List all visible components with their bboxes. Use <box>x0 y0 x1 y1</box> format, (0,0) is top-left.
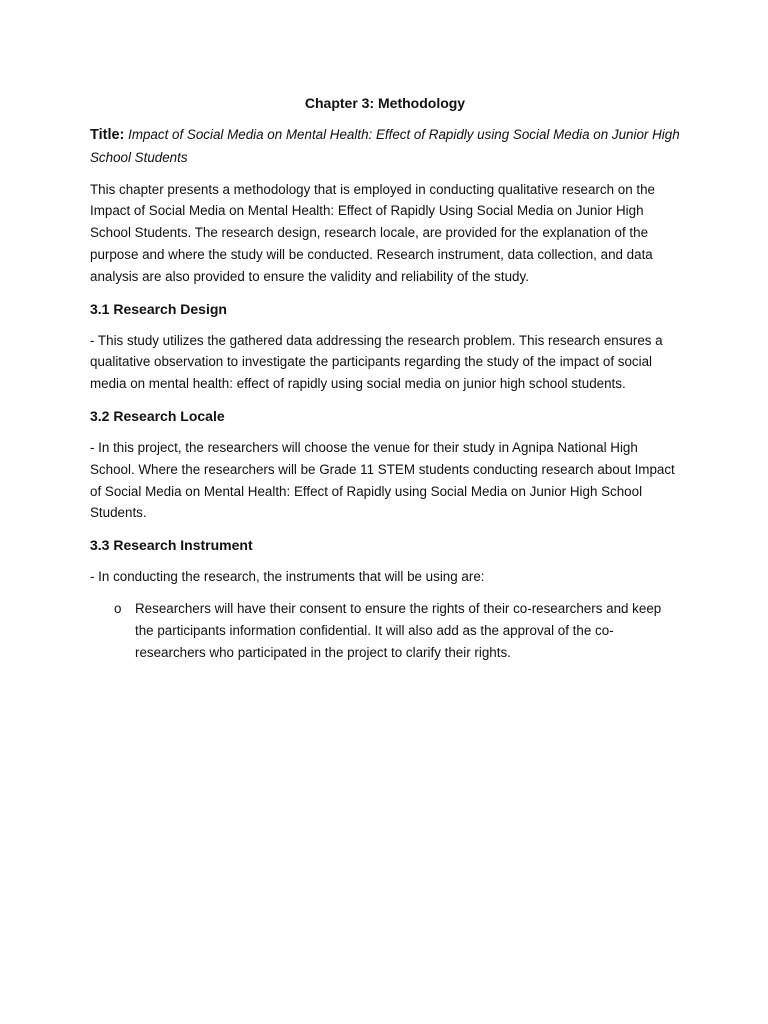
list-item <box>90 598 680 663</box>
section-heading-research-instrument: 3.3 Research Instrument <box>90 537 253 554</box>
section-body-research-locale: - In this project, the researchers will choose the venue for their study in Agnipa National High School. Where the researchers will be Grade 11 STEM students conducting research about Impact of Social Media on Mental Health: Effect of Rapidly using Social Media on Junior High School Students. <box>90 439 675 521</box>
chapter-title: Chapter 3: Methodology <box>304 95 466 111</box>
document-content <box>90 92 680 663</box>
instrument-bullet-list <box>90 598 680 663</box>
intro-paragraph: This chapter presents a methodology that is employed in conducting qualitative research on the Impact of Social Media on Mental Health: Effect of Rapidly Using Social Media on Junior High School Students. The research design, research locale, are provided for the explanation of the purpose and where the study will be conducted. Research instrument, data collection, and data analysis are also provided to ensure the validity and reliability of the study. <box>90 181 655 284</box>
section-heading-research-locale: 3.2 Research Locale <box>90 407 225 424</box>
section-heading-research-design: 3.1 Research Design <box>90 300 227 317</box>
bullet-text: Researchers will have their consent to ensure the rights of their co-researchers and keep the participants information confidential. It will also add as the approval of the co-researchers who participated in the project to clarify their rights. <box>135 600 662 660</box>
section-body-research-instrument: - In conducting the research, the instruments that will be using are: <box>90 569 485 585</box>
title-text: Impact of Social Media on Mental Health: Effect of Rapidly using Social Media on Junior High School Students <box>90 127 680 165</box>
title-label: Title: <box>90 127 125 143</box>
bullet-marker: o <box>114 600 122 616</box>
section-body-research-design: - This study utilizes the gathered data addressing the research problem. This research ensures a qualitative observation to investigate the participants regarding the study of the impact of social media on mental health: effect of rapidly using social media on junior high school students. <box>90 332 663 392</box>
title-line <box>90 124 680 169</box>
